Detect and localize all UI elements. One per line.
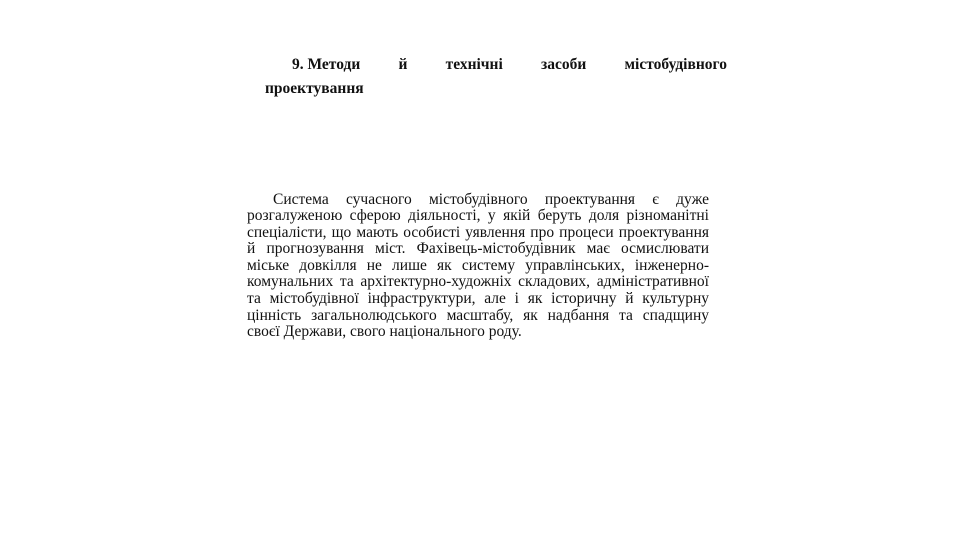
heading-word-urban-planning: містобудівного — [624, 56, 727, 73]
heading-line-1 — [265, 53, 727, 77]
body-paragraph: Система сучасного містобудівного проектування є дуже розгалуженою сферою діяльності, у якій беруть доля різноманітні спеціалісти, що мають особисті уявлення про процеси проектування й прогнозування міст. Фахівець-містобудівник має осмислювати міське довкілля не лише як систему управлінських, інженерно-комунальних та архітектурно-художніх складових, адміністративної та містобудівної інфраструктури, але і як історичну й культурну цінність загальнолюдського масштабу, як надбання та спадщину своєї Держави, свого національного роду. — [247, 190, 709, 341]
section-heading — [265, 53, 727, 101]
heading-word-and: й — [398, 56, 408, 73]
heading-line-2: проектування — [265, 80, 364, 97]
heading-word-technical: технічні — [445, 56, 503, 73]
heading-word-means: засоби — [541, 56, 587, 73]
heading-word-methods: 9. Методи — [292, 56, 361, 73]
